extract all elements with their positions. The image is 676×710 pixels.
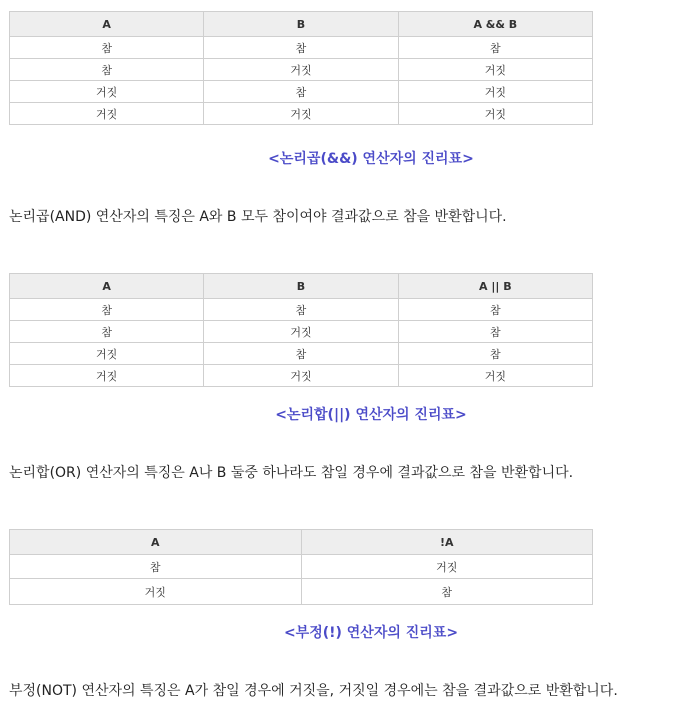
table-cell: 참 <box>398 37 592 59</box>
table-cell: 거짓 <box>10 81 204 103</box>
table-row <box>10 343 593 365</box>
and-truth-table <box>9 11 593 125</box>
or-table-caption: <논리합(||) 연산자의 진리표> <box>275 407 467 423</box>
table-row <box>10 299 593 321</box>
column-header-a: A <box>10 530 302 555</box>
table-cell: 거짓 <box>398 365 592 387</box>
table-cell: 거짓 <box>398 59 592 81</box>
table-cell: 참 <box>204 343 398 365</box>
table-cell: 참 <box>398 299 592 321</box>
column-header-b: B <box>204 12 398 37</box>
table-row <box>10 59 593 81</box>
table-cell: 거짓 <box>398 81 592 103</box>
table-cell: 참 <box>10 555 302 579</box>
table-row <box>10 37 593 59</box>
column-header-a: A <box>10 274 204 299</box>
column-header-not-a: !A <box>301 530 593 555</box>
and-description: 논리곱(AND) 연산자의 특징은 A와 B 모두 참이여야 결과값으로 참을 반환합니다. <box>9 209 507 225</box>
table-cell: 거짓 <box>204 321 398 343</box>
table-cell: 참 <box>301 579 593 605</box>
or-truth-table <box>9 273 593 387</box>
column-header-a: A <box>10 12 204 37</box>
table-cell: 참 <box>398 321 592 343</box>
or-description: 논리합(OR) 연산자의 특징은 A나 B 둘중 하나라도 참일 경우에 결과값으로 참을 반환합니다. <box>9 465 574 481</box>
table-header-row <box>10 12 593 37</box>
table-cell: 거짓 <box>398 103 592 125</box>
table-row <box>10 365 593 387</box>
table-row <box>10 103 593 125</box>
table-cell: 참 <box>204 37 398 59</box>
table-cell: 참 <box>204 81 398 103</box>
table-cell: 거짓 <box>301 555 593 579</box>
table-cell: 거짓 <box>204 365 398 387</box>
table-cell: 참 <box>10 299 204 321</box>
not-truth-table <box>9 529 593 605</box>
table-cell: 거짓 <box>204 59 398 81</box>
table-cell: 참 <box>10 59 204 81</box>
table-row <box>10 579 593 605</box>
table-row <box>10 555 593 579</box>
table-row <box>10 321 593 343</box>
table-cell: 거짓 <box>10 579 302 605</box>
table-cell: 거짓 <box>10 365 204 387</box>
table-header-row <box>10 530 593 555</box>
column-header-a-and-b: A && B <box>398 12 592 37</box>
and-table-caption: <논리곱(&&) 연산자의 진리표> <box>268 151 474 167</box>
table-cell: 참 <box>10 321 204 343</box>
table-row <box>10 81 593 103</box>
column-header-a-or-b: A || B <box>398 274 592 299</box>
not-description: 부정(NOT) 연산자의 특징은 A가 참일 경우에 거짓을, 거짓일 경우에는 참을 결과값으로 반환합니다. <box>9 683 618 699</box>
table-cell: 거짓 <box>204 103 398 125</box>
table-cell: 거짓 <box>10 343 204 365</box>
table-cell: 참 <box>398 343 592 365</box>
table-cell: 참 <box>204 299 398 321</box>
table-cell: 거짓 <box>10 103 204 125</box>
table-cell: 참 <box>10 37 204 59</box>
column-header-b: B <box>204 274 398 299</box>
table-header-row <box>10 274 593 299</box>
not-table-caption: <부정(!) 연산자의 진리표> <box>283 625 459 641</box>
